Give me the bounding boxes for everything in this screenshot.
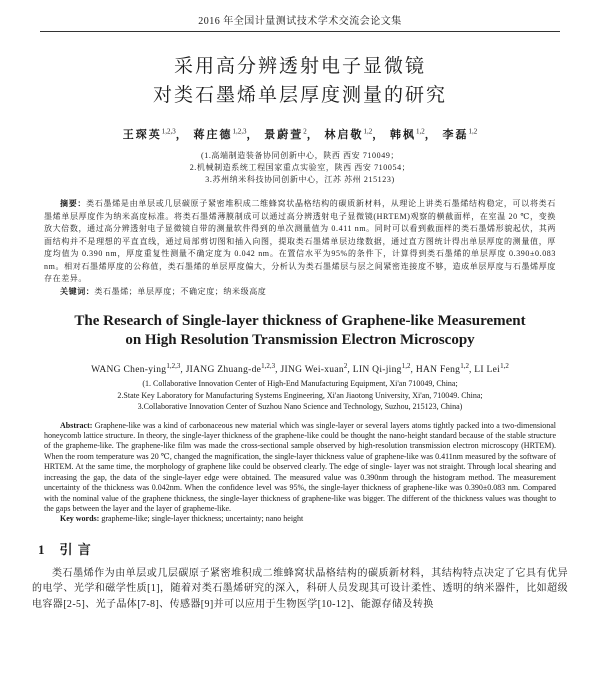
author-affiliation-mark: 1,2: [468, 127, 478, 136]
chinese-authors: [44, 126, 556, 142]
author-affiliation-mark: 1,2,3: [161, 127, 176, 136]
author-affiliation-mark: 1,2: [363, 127, 373, 136]
author-separator: ,: [180, 365, 186, 376]
affiliation-line: 3.苏州纳米科技协同创新中心，江苏 苏州 215123): [205, 175, 395, 184]
english-title-line-2: on High Resolution Transmission Electron Microscopy: [125, 332, 475, 348]
author-separator: ,: [410, 365, 416, 376]
author-name: 林启敬: [324, 129, 364, 141]
keywords-label: 关键词：: [60, 286, 95, 296]
abstract-text: 类石墨烯是由单层或几层碳原子紧密堆积成二维蜂窝状晶格结构的碳质新材料，从理论上讲类石墨烯结构稳定，可以将类石墨烯单层厚度作为纳米高度标准。将类石墨烯薄膜制成可以通过高分辨透射电子显微镜(HRTEM)观察的横截面样，在室温 20 ℃，变换放大倍数，通过高分辨透射电子显微镜自带的测量软件得到的单次测量值为 0.411 nm。同时可以看到截面样的类石墨烯形貌起伏，其两面结构并不是理想的平直直线，通过局部剪切图和插入向图，提取类石墨烯单层边缘数据，通过直方图统计得出单层厚度的测量值，厚度均值为 0.390 nm，厚度重复性测量不确定度为 0.042 nm。在置信水平为95%的条件下，计算得到类石墨烯的单层厚度 0.390±0.083 nm。相对石墨烯厚度的公称值，类石墨烯的单层厚度偏大，分析认为类石墨烯层与层之间紧密连接度不够，造成单层厚度与石墨烯厚度存在差异。: [44, 199, 556, 283]
section-number: 1: [38, 541, 46, 557]
abstract-text: Graphene-like was a kind of carbonaceous new material which was single-layer or several layers atoms tightly packed into a two-dimensional honeycomb lattice structure. In theory, the single-layer thickness of the graphene-like could be thought the nano-height standard because of the stable structure of the grapheme-like. The graphene-like film was made the cross-sectional sample observed by high-resolution transmission electron microscopy (HRTEM). When the room temperature was 20 ℃, changed the magnification, the single-layer thickness value of graphene-like was 0.411nm measured by the software of HRTEM. At the same time, the morphology of graphene like could be observed clearly. The edge of single- layer was not straight. Through local shearing and increasing the gap, the data of the single-layer edge were obtained. The measured value was 0.390nm through the histogram method. The measurement uncertainty of the thickness was 0.042nm. When the confidence level was 95%, the single-layer thickness of graphene-like was 0.390±0.083 nm. Compared with the nominal value of the graphene thickness, the single-layer thickness of graphene-like was bigger. The different of the thickness values was thought to the gaps between the layer and the layer of grapheme-like.: [44, 420, 556, 513]
author-name: 蒋庄德: [193, 129, 233, 141]
chinese-title-line-2: 对类石墨烯单层厚度测量的研究: [152, 84, 447, 106]
author-name: 韩枫: [390, 129, 416, 141]
author-name: LIN Qi-jing: [352, 365, 402, 376]
author-separator: ，: [246, 129, 265, 141]
author-affiliation-mark: 1,2: [401, 362, 411, 370]
author-name: 李磊: [442, 129, 469, 141]
chinese-keywords: [44, 286, 556, 299]
author-affiliation-mark: 1,2,3: [166, 362, 181, 370]
chinese-title: [44, 52, 556, 110]
english-authors: [44, 362, 556, 375]
author-separator: ，: [372, 129, 390, 141]
affiliation-line: (1.高端制造装备协同创新中心，陕西 西安 710049；: [200, 151, 400, 160]
keywords-text: 类石墨烯；单层厚度；不确定度；纳米级高度: [94, 286, 267, 296]
author-name: WANG Chen-ying: [91, 365, 167, 376]
author-name: 景蔚萱: [264, 129, 304, 141]
author-affiliation-mark: 2: [303, 127, 307, 136]
keywords-label: Key words:: [60, 514, 100, 524]
affiliation-line: 2.State Key Laboratory for Manufacturing Systems Engineering, Xi'an Jiaotong University, Xi'an, 710049. China;: [117, 390, 483, 400]
running-header: 2016 年全国计量测试技术学术交流会论文集: [40, 0, 560, 32]
author-affiliation-mark: 2: [343, 362, 348, 370]
abstract-label: Abstract:: [60, 420, 93, 430]
chinese-affiliations: [44, 150, 556, 186]
author-name: JING Wei-xuan: [280, 365, 344, 376]
intro-paragraph: 类石墨烯作为由单层或几层碳原子紧密堆积成二维蜂窝状晶格结构的碳质新材料，其结构特点决定了它具有优异的电学、光学和磁学性质[1]，随着对类石墨烯研究的深入，科研人员发现其可设计柔性、透明的纳米器件，比如超级电容器[2-5]、光子晶体[7-8]、传感器[9]并可以应用于生物医学[10-12]、能源存储及转换: [32, 567, 568, 610]
affiliation-line: 3.Collaborative Innovation Center of Suzhou Nano Science and Technology, Suzhou, 215123, China): [137, 402, 463, 412]
author-separator: ,: [468, 365, 475, 376]
author-separator: ,: [347, 365, 353, 376]
keywords-text: grapheme-like; single-layer thickness; uncertainty; nano height: [99, 514, 304, 524]
author-name: JIANG Zhuang-de: [185, 365, 262, 376]
section-heading: [38, 539, 556, 558]
author-separator: ,: [275, 365, 281, 376]
author-affiliation-mark: 1,2: [460, 362, 469, 370]
author-name: LI Lei: [474, 365, 501, 376]
author-affiliation-mark: 1,2: [500, 362, 509, 370]
author-separator: ，: [306, 129, 325, 141]
chinese-abstract: [44, 198, 556, 286]
english-affiliations: [44, 378, 556, 413]
author-separator: ，: [175, 129, 194, 141]
author-name: HAN Feng: [415, 365, 461, 376]
author-separator: ，: [424, 129, 443, 141]
author-name: 王琛英: [122, 129, 162, 141]
affiliation-line: 2.机械制造系统工程国家重点实验室，陕西 西安 710054；: [189, 163, 411, 172]
author-affiliation-mark: 1,2,3: [261, 362, 276, 370]
author-affiliation-mark: 1,2,3: [232, 127, 247, 136]
english-abstract: [44, 421, 556, 515]
english-title-line-1: The Research of Single-layer thickness of Graphene-like Measurement: [74, 313, 526, 329]
chinese-title-line-1: 采用高分辨透射电子显微镜: [173, 55, 426, 77]
author-affiliation-mark: 1,2: [416, 127, 425, 136]
english-keywords: [44, 514, 556, 524]
affiliation-line: (1. Collaborative Innovation Center of High-End Manufacturing Equipment, Xi'an 710049, China;: [142, 379, 458, 389]
section-title: 引 言: [59, 541, 92, 557]
english-title: [44, 312, 556, 350]
abstract-label: 摘要：: [60, 199, 87, 208]
